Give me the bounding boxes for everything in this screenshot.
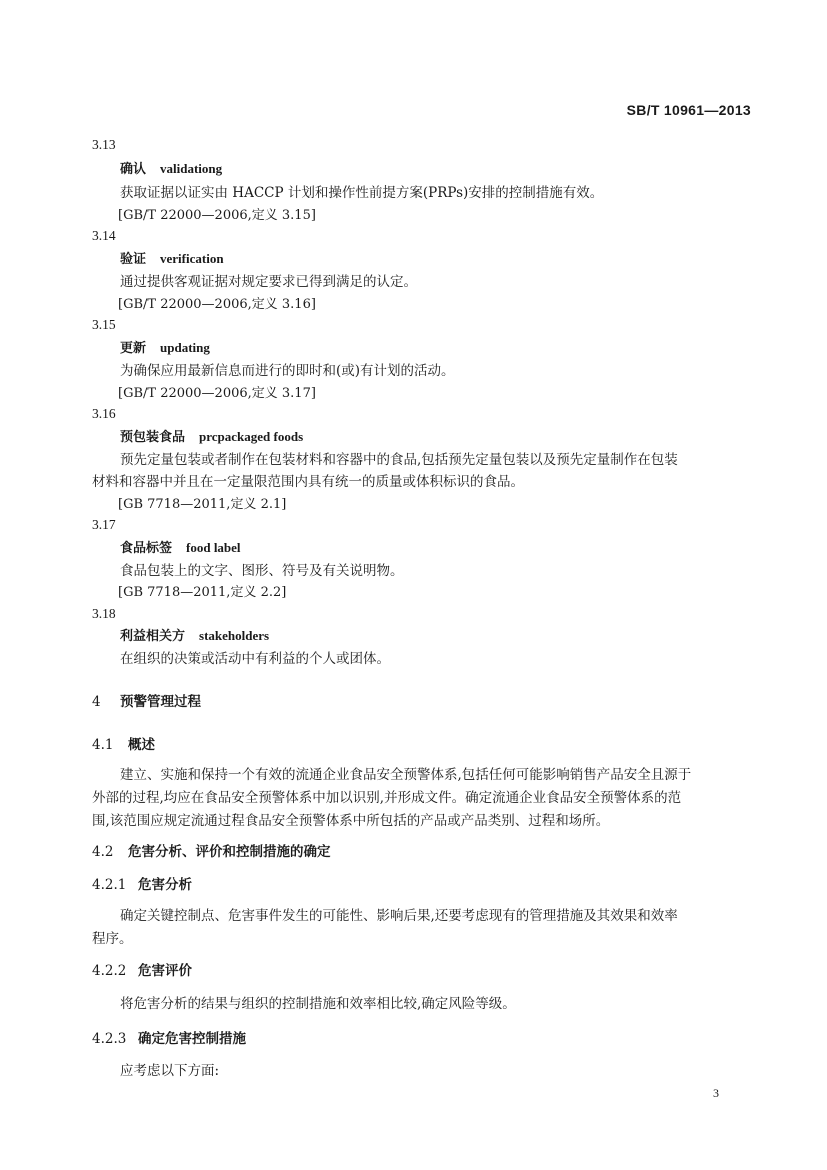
paragraph-line: 确定关键控制点、危害事件发生的可能性、影响后果,还要考虑现有的管理措施及其效果和效率 [120, 908, 678, 924]
subsection-number: 4.2 [92, 844, 114, 860]
entry-number: 3.16 [92, 406, 116, 421]
entry-number: 3.13 [92, 137, 116, 152]
subsubsection-heading [92, 876, 192, 894]
standard-number: SB/T 10961—2013 [626, 102, 751, 118]
term-definition: 食品包装上的文字、图形、符号及有关说明物。 [120, 563, 404, 579]
term-definition: 预先定量包装或者制作在包装材料和容器中的食品,包括预先定量包装以及预先定量制作在包装 [120, 452, 678, 468]
term-cn: 食品标签 [120, 541, 173, 556]
entry-number: 3.17 [92, 517, 116, 532]
subsection-number: 4.1 [92, 737, 114, 753]
term-heading [120, 428, 303, 447]
paragraph-line: 应考虑以下方面: [120, 1063, 220, 1079]
term-cn: 利益相关方 [120, 629, 186, 644]
term-reference: [GB 7718—2011,定义 2.1] [118, 497, 287, 512]
section-title: 预警管理过程 [120, 694, 201, 710]
term-reference: [GB/T 22000—2006,定义 3.17] [118, 386, 316, 401]
subsection-title: 概述 [128, 737, 155, 753]
term-reference: [GB/T 22000—2006,定义 3.16] [118, 297, 316, 312]
term-en: verification [160, 251, 224, 266]
subsubsection-number: 4.2.1 [92, 877, 127, 893]
paragraph-line: 将危害分析的结果与组织的控制措施和效率相比较,确定风险等级。 [120, 996, 516, 1012]
term-definition-cont: 材料和容器中并且在一定量限范围内具有统一的质量或体积标识的食品。 [92, 474, 524, 490]
term-definition: 在组织的决策或活动中有利益的个人或团体。 [120, 651, 390, 667]
term-heading [120, 627, 269, 646]
subsection-heading [92, 843, 331, 861]
subsection-title: 危害分析、评价和控制措施的确定 [128, 844, 331, 860]
term-en: food label [186, 540, 241, 555]
section-heading [92, 693, 201, 711]
entry-number: 3.15 [92, 317, 116, 332]
term-cn: 预包装食品 [120, 430, 186, 445]
term-cn: 更新 [120, 341, 147, 356]
paragraph-line: 外部的过程,均应在食品安全预警体系中加以识别,并形成文件。确定流通企业食品安全预警体系的范 [92, 790, 682, 806]
term-heading [120, 250, 224, 269]
subsubsection-title: 确定危害控制措施 [138, 1031, 246, 1047]
term-en: validationg [160, 161, 223, 176]
term-en: stakeholders [199, 628, 270, 643]
term-cn: 验证 [120, 252, 147, 267]
section-number: 4 [92, 694, 101, 710]
term-heading [120, 339, 210, 358]
term-definition: 为确保应用最新信息而进行的即时和(或)有计划的活动。 [120, 363, 455, 379]
subsubsection-number: 4.2.2 [92, 963, 127, 979]
term-reference: [GB/T 22000—2006,定义 3.15] [118, 208, 316, 223]
paragraph-line: 建立、实施和保持一个有效的流通企业食品安全预警体系,包括任何可能影响销售产品安全且源于 [120, 767, 692, 783]
term-heading [120, 539, 241, 558]
subsubsection-title: 危害分析 [138, 877, 192, 893]
term-definition: 通过提供客观证据对规定要求已得到满足的认定。 [120, 274, 417, 290]
term-reference: [GB 7718—2011,定义 2.2] [118, 585, 287, 600]
term-en: prcpackaged foods [199, 429, 304, 444]
subsubsection-number: 4.2.3 [92, 1031, 127, 1047]
term-cn: 确认 [120, 162, 147, 177]
subsection-heading [92, 736, 155, 754]
page-number: 3 [713, 1086, 719, 1100]
paragraph-line: 围,该范围应规定流通过程食品安全预警体系中所包括的产品或产品类别、过程和场所。 [92, 813, 610, 829]
subsubsection-heading [92, 1030, 246, 1048]
term-definition: 获取证据以证实由 HACCP 计划和操作性前提方案(PRPs)安排的控制措施有效。 [120, 185, 604, 201]
entry-number: 3.14 [92, 228, 116, 243]
entry-number: 3.18 [92, 606, 116, 621]
term-heading [120, 160, 222, 179]
term-en: updating [160, 340, 210, 355]
paragraph-line: 程序。 [92, 931, 133, 947]
subsubsection-title: 危害评价 [138, 963, 192, 979]
subsubsection-heading [92, 962, 192, 980]
